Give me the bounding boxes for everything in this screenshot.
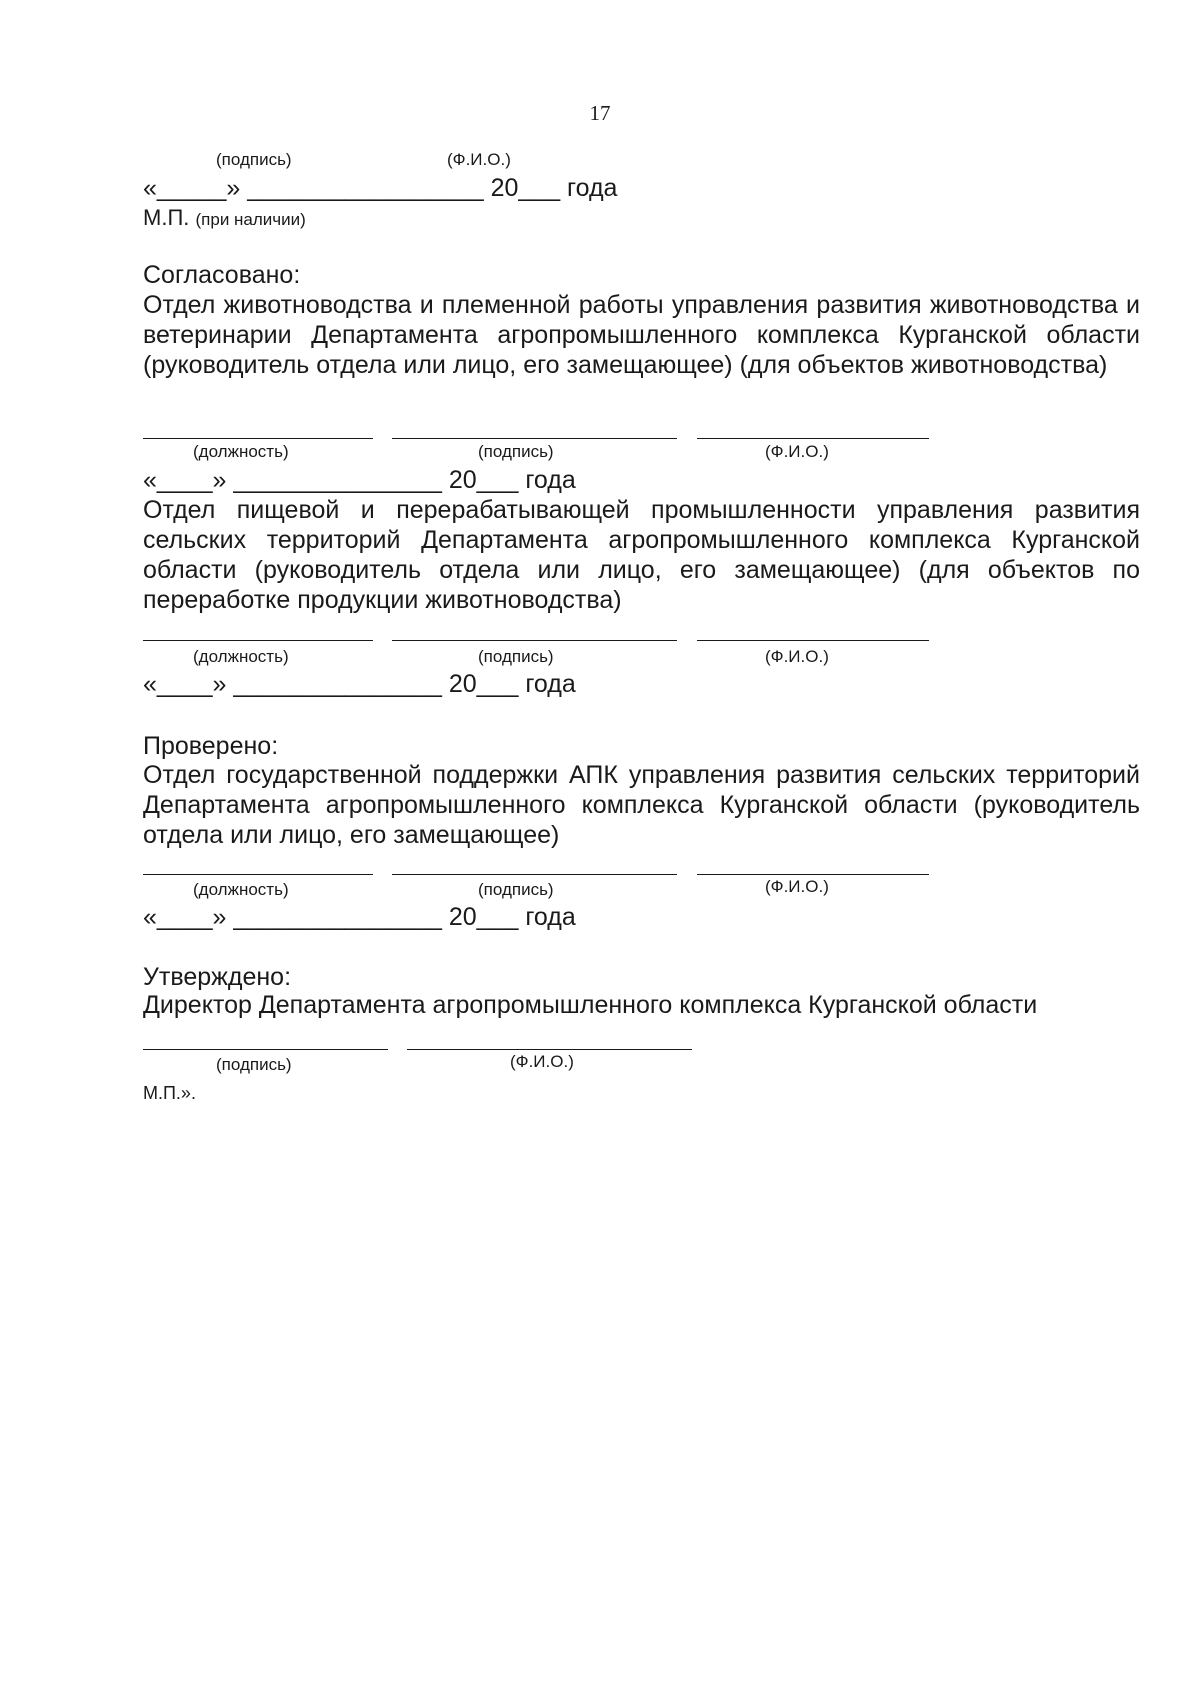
date-line: «____» _______________ 20___ года (143, 670, 576, 698)
caption-signature: (подпись) (478, 880, 554, 899)
caption-signature: (подпись) (478, 647, 554, 666)
caption-name: (Ф.И.О.) (510, 1052, 574, 1071)
caption-position: (должность) (193, 880, 289, 899)
name-line (697, 438, 929, 439)
caption-signature: (подпись) (216, 150, 292, 169)
date-line: «____» _______________ 20___ года (143, 466, 576, 494)
date-line: «_____» _________________ 20___ года (143, 174, 618, 202)
position-line (143, 874, 373, 875)
agreed-livestock-text: Отдел животноводства и племенной работы управления развития животноводства и ветеринарии Департамента агропромышленного комплекса Курганской области (руководитель отдела или лицо, его замещающее) (для объектов животноводства) (143, 291, 1140, 379)
caption-signature: (подпись) (478, 442, 554, 461)
position-line (143, 438, 373, 439)
caption-name: (Ф.И.О.) (765, 877, 829, 896)
caption-position: (должность) (193, 442, 289, 461)
caption-name: (Ф.И.О.) (447, 150, 511, 169)
page-number: 17 (589, 101, 611, 125)
signature-line (392, 874, 677, 875)
caption-signature: (подпись) (216, 1055, 292, 1074)
signature-line (143, 1049, 388, 1050)
approved-heading: Утверждено: (143, 963, 292, 991)
stamp-prefix: М.П. (143, 205, 190, 230)
name-line (407, 1049, 692, 1050)
name-line (697, 640, 929, 641)
approved-text: Директор Департамента агропромышленного комплекса Курганской области (143, 991, 1038, 1019)
caption-position: (должность) (193, 647, 289, 666)
stamp-note: (при наличии) (195, 210, 306, 229)
stamp-line (143, 205, 306, 233)
stamp-line: М.П.». (143, 1083, 196, 1103)
date-line: «____» _______________ 20___ года (143, 903, 576, 931)
agreed-food-industry-text: Отдел пищевой и перерабатывающей промышленности управления развития сельских территорий Департамента агропромышленного комплекса Курганской области (руководитель отдела или лицо, его замещающее) (для объектов по переработке продукции животноводства) (143, 496, 1140, 614)
name-line (697, 874, 929, 875)
caption-name: (Ф.И.О.) (765, 647, 829, 666)
checked-heading: Проверено: (143, 732, 279, 760)
checked-text: Отдел государственной поддержки АПК управления развития сельских территорий Департамента агропромышленного комплекса Курганской области (руководитель отдела или лицо, его замещающее) (143, 761, 1140, 849)
caption-name: (Ф.И.О.) (765, 442, 829, 461)
position-line (143, 640, 373, 641)
agreed-heading: Согласовано: (143, 261, 301, 289)
signature-line (392, 640, 677, 641)
signature-line (392, 438, 677, 439)
